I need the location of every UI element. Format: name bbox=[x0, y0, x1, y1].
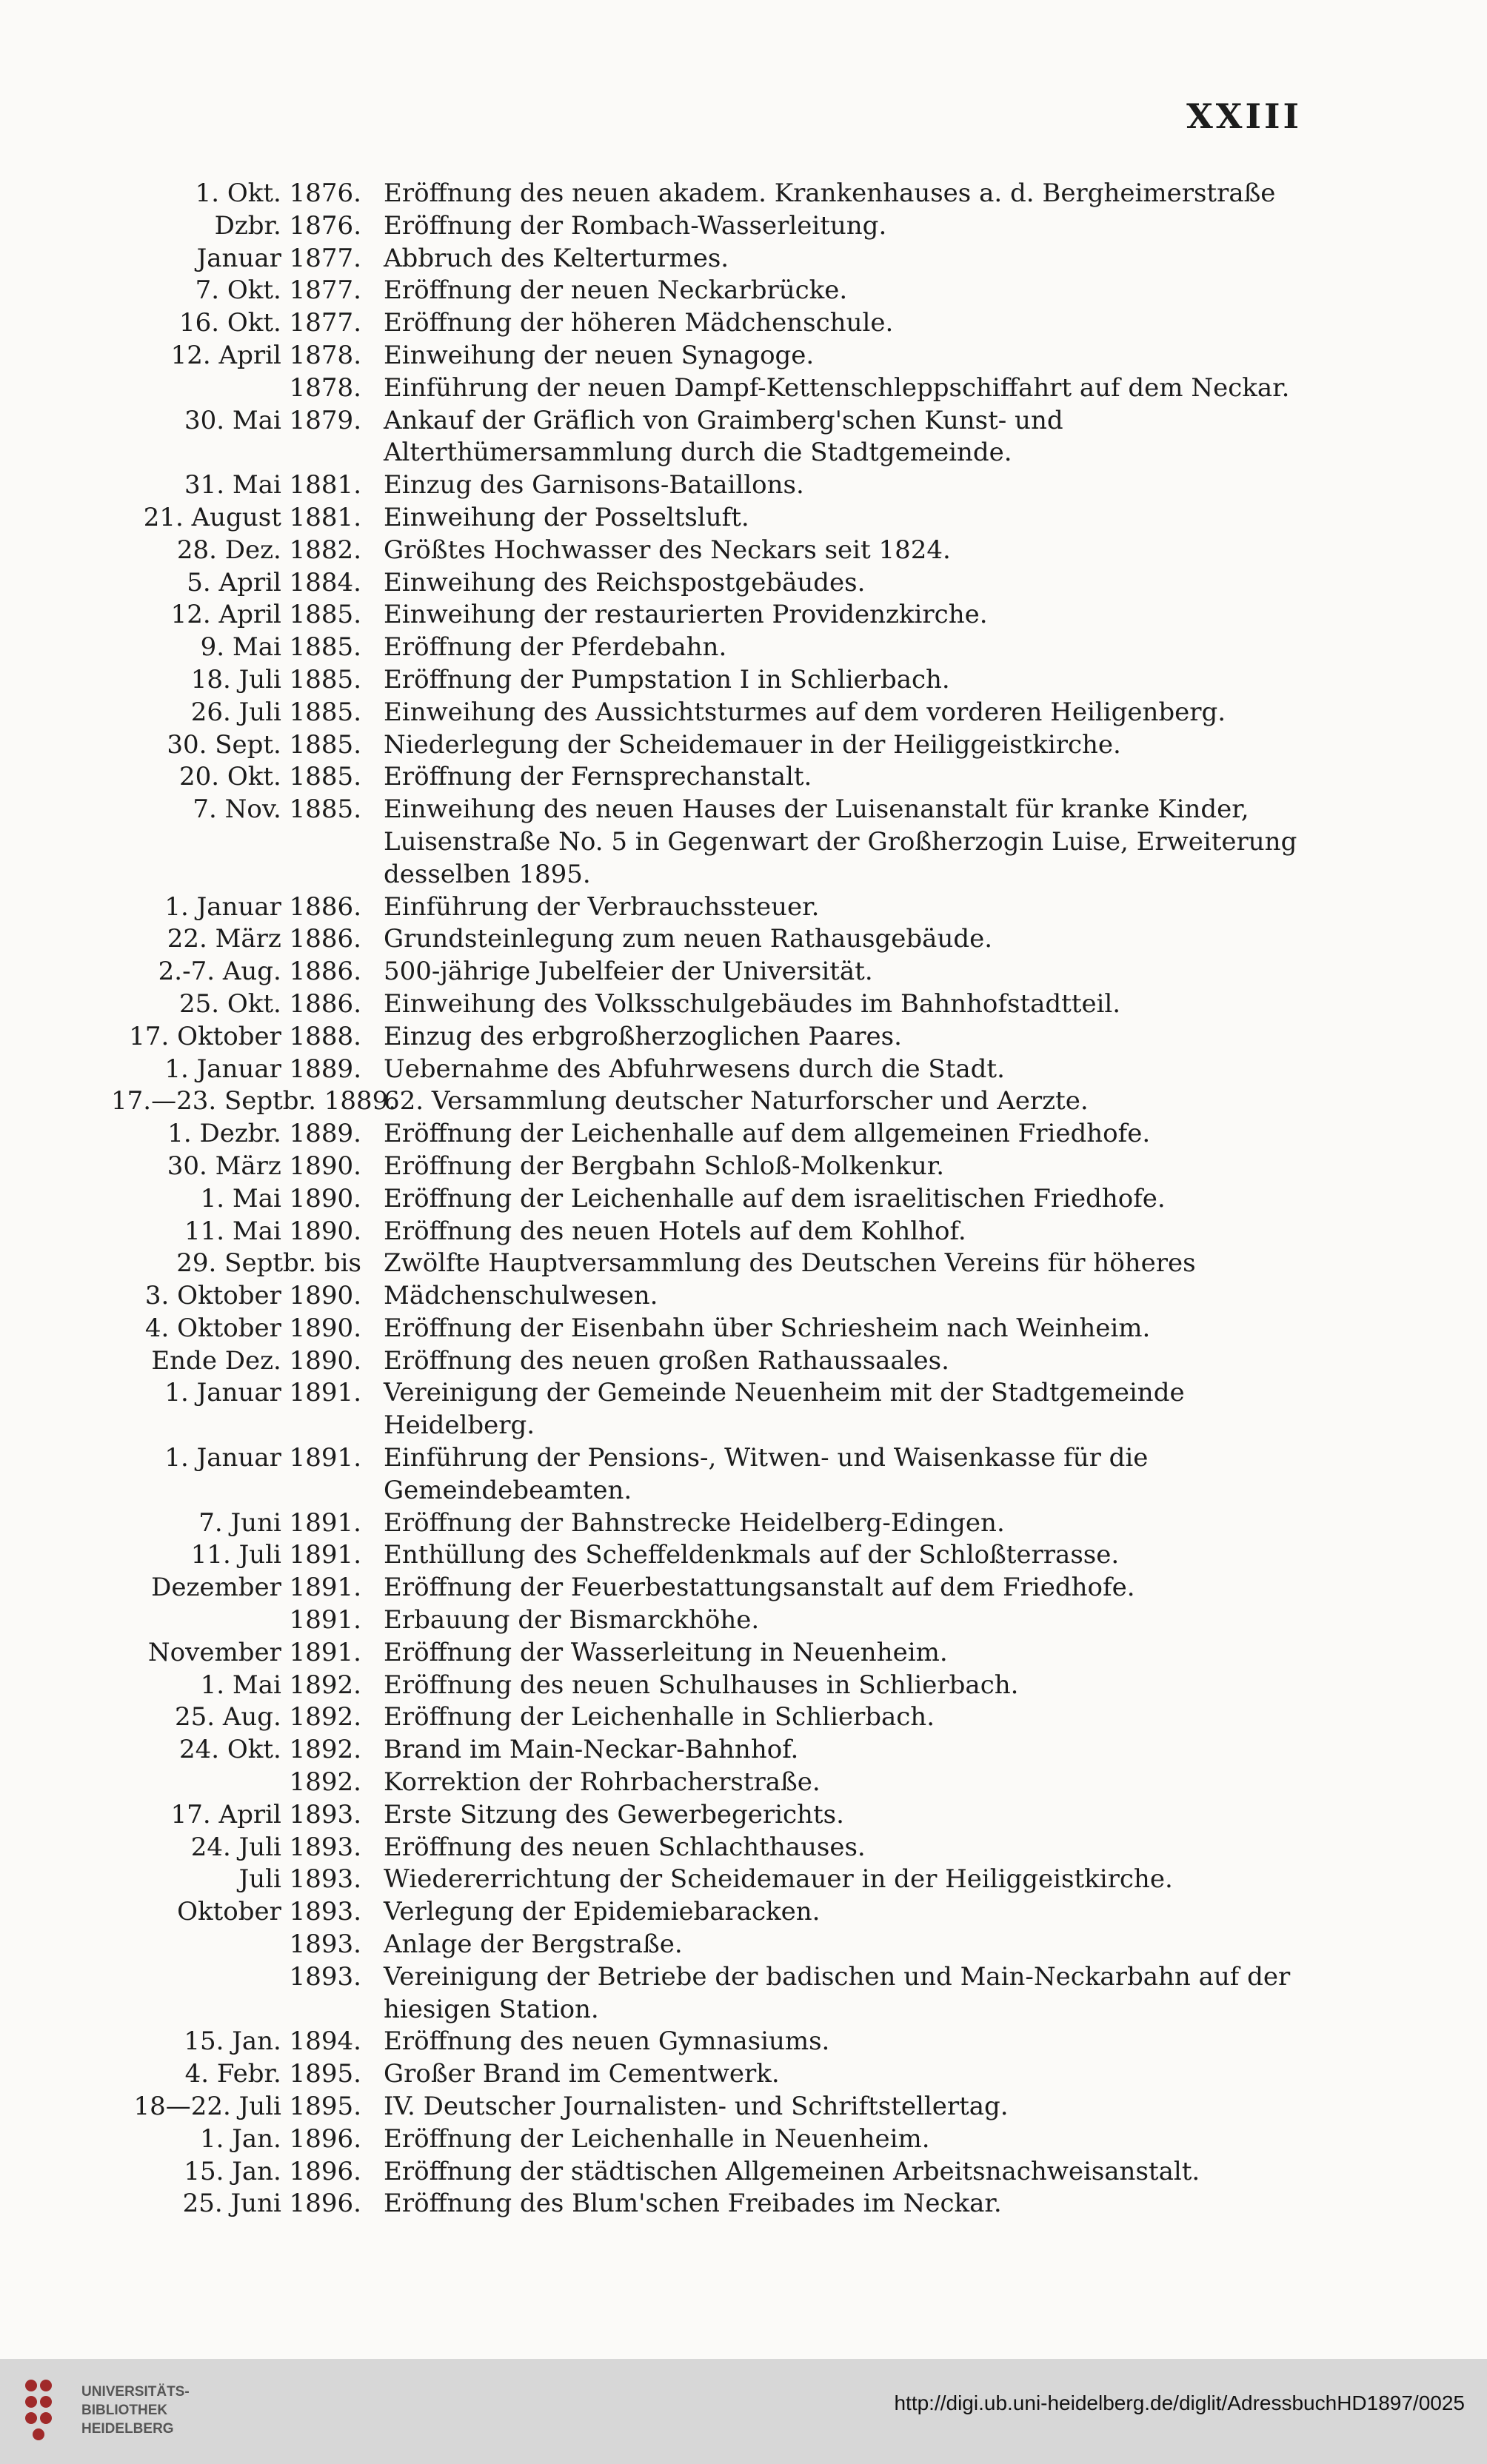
chronicle-entry bbox=[111, 567, 1318, 600]
entry-date: 17. Oktober 1888. bbox=[129, 1021, 361, 1051]
entry-event: Eröffnung der Leichenhalle auf dem allgemeinen Friedhofe. bbox=[384, 1119, 1151, 1149]
entry-date: 22. März 1886. bbox=[167, 924, 361, 954]
entry-event: Erste Sitzung des Gewerbegerichts. bbox=[384, 1799, 844, 1829]
chronicle-entry bbox=[111, 1929, 1318, 1961]
chronicle-entry bbox=[111, 1539, 1318, 1572]
entry-event: Eröffnung der städtischen Allgemeinen Arbeitsnachweisanstalt. bbox=[384, 2156, 1200, 2186]
chronicle-entry bbox=[111, 1961, 1318, 2026]
chronicle-entry bbox=[111, 2058, 1318, 2091]
entry-date: 9. Mai 1885. bbox=[200, 632, 361, 663]
chronicle-entry bbox=[111, 1701, 1318, 1734]
entry-date: 17. April 1893. bbox=[170, 1799, 361, 1829]
chronicle-entry bbox=[111, 891, 1318, 924]
entry-date: 17.—23. Septbr. 1889. bbox=[111, 1086, 397, 1116]
entry-event: Einführung der Pensions-, Witwen- und Waisenkasse für die Gemeindebeamten. bbox=[384, 1443, 1149, 1505]
chronicle-entry bbox=[111, 1118, 1318, 1151]
entry-date: 28. Dez. 1882. bbox=[176, 535, 361, 565]
entry-date: 15. Jan. 1896. bbox=[184, 2156, 361, 2186]
chronicle-entry bbox=[111, 1832, 1318, 1864]
chronicle-entry bbox=[111, 2123, 1318, 2156]
entry-event: Uebernahme des Abfuhrwesens durch die Stadt. bbox=[384, 1054, 1005, 1084]
entry-event: Eröffnung der Leichenhalle in Neuenheim. bbox=[384, 2123, 930, 2154]
chronicle-entry bbox=[111, 729, 1318, 762]
chronicle-entry bbox=[111, 1864, 1318, 1896]
entry-event: Einweihung des Volksschulgebäudes im Bahnhofstadtteil. bbox=[384, 988, 1121, 1019]
chronicle-entry bbox=[111, 469, 1318, 502]
entry-date: Januar 1877. bbox=[196, 243, 361, 273]
entry-date: 21. August 1881. bbox=[143, 502, 361, 532]
entry-event: Eröffnung der Wasserleitung in Neuenheim. bbox=[384, 1637, 948, 1667]
entry-date: 12. April 1878. bbox=[170, 340, 361, 370]
entry-date: 24. Okt. 1892. bbox=[179, 1735, 361, 1765]
chronicle-entry bbox=[111, 1572, 1318, 1604]
entry-event: Enthüllung des Scheffeldenkmals auf der Schloßterrasse. bbox=[384, 1540, 1120, 1570]
chronicle-entry bbox=[111, 761, 1318, 794]
entry-event: Eröffnung des neuen Schlachthauses. bbox=[384, 1832, 866, 1862]
entry-date: 11. Juli 1891. bbox=[190, 1540, 361, 1570]
entry-date: 1. Januar 1891. bbox=[164, 1378, 361, 1408]
chronicle-entry bbox=[111, 1151, 1318, 1183]
entry-event: Eröffnung des neuen Gymnasiums. bbox=[384, 2026, 830, 2057]
chronicle-entry bbox=[111, 697, 1318, 729]
entry-date: Dezember 1891. bbox=[151, 1573, 361, 1603]
entry-event: Wiedererrichtung der Scheidemauer in der Heiliggeistkirche. bbox=[384, 1864, 1173, 1895]
entry-event: Eröffnung des Blum'schen Freibades im Neckar. bbox=[384, 2189, 1002, 2219]
entry-date: November 1891. bbox=[147, 1637, 361, 1667]
chronicle-entry bbox=[111, 1896, 1318, 1929]
entry-event: Eröffnung der Leichenhalle in Schlierbach. bbox=[384, 1702, 935, 1732]
chronicle-entry bbox=[111, 1637, 1318, 1670]
entry-event: Zwölfte Hauptversammlung des Deutschen Vereins für höheres Mädchenschulwesen. bbox=[384, 1248, 1196, 1311]
entry-date: 1893. bbox=[289, 1961, 361, 1992]
entry-date: 25. Juni 1896. bbox=[182, 2189, 361, 2219]
source-url[interactable]: http://digi.ub.uni-heidelberg.de/diglit/AdressbuchHD1897/0025 bbox=[894, 2391, 1465, 2414]
entry-event: Großer Brand im Cementwerk. bbox=[384, 2059, 780, 2089]
entry-date: 20. Okt. 1885. bbox=[179, 762, 361, 792]
chronicle-list bbox=[111, 178, 1318, 2220]
chronicle-entry bbox=[111, 1183, 1318, 1216]
entry-event: Eröffnung der Bahnstrecke Heidelberg-Edingen. bbox=[384, 1507, 1005, 1538]
entry-date: 16. Okt. 1877. bbox=[179, 308, 361, 338]
entry-event: Vereinigung der Gemeinde Neuenheim mit der Stadtgemeinde Heidelberg. bbox=[384, 1378, 1185, 1441]
entry-event: Einweihung des Aussichtsturmes auf dem vorderen Heiligenberg. bbox=[384, 697, 1226, 727]
entry-date: 1. Januar 1889. bbox=[164, 1054, 361, 1084]
chronicle-entry bbox=[111, 1604, 1318, 1637]
chronicle-entry bbox=[111, 178, 1318, 210]
entry-event: Erbauung der Bismarckhöhe. bbox=[384, 1605, 760, 1636]
entry-event: Eröffnung der Leichenhalle auf dem israelitischen Friedhofe. bbox=[384, 1183, 1166, 1213]
entry-date: 7. Nov. 1885. bbox=[193, 794, 361, 825]
entry-event: Vereinigung der Betriebe der badischen und Main-Neckarbahn auf der hiesigen Station. bbox=[384, 1961, 1291, 2024]
library-name-line: BIBLIOTHEK bbox=[81, 2403, 168, 2418]
entry-event: Verlegung der Epidemiebaracken. bbox=[384, 1897, 821, 1927]
entry-date: 30. März 1890. bbox=[167, 1151, 361, 1181]
chronicle-entry bbox=[111, 1313, 1318, 1345]
entry-event: Größtes Hochwasser des Neckars seit 1824. bbox=[384, 535, 951, 565]
entry-event: Einweihung der neuen Synagoge. bbox=[384, 340, 815, 370]
library-name-line: UNIVERSITÄTS- bbox=[81, 2384, 190, 2400]
entry-event: Eröffnung der neuen Neckarbrücke. bbox=[384, 275, 848, 306]
entry-date: 4. Febr. 1895. bbox=[184, 2059, 361, 2089]
entry-event: Eröffnung der Pumpstation I in Schlierbach. bbox=[384, 664, 950, 694]
entry-event: Eröffnung der Bergbahn Schloß-Molkenkur. bbox=[384, 1151, 945, 1181]
entry-date: 2.-7. Aug. 1886. bbox=[158, 957, 361, 987]
chronicle-entry bbox=[111, 664, 1318, 697]
entry-date: Juli 1893. bbox=[238, 1864, 361, 1895]
chronicle-entry bbox=[111, 275, 1318, 307]
entry-date: 15. Jan. 1894. bbox=[184, 2026, 361, 2057]
entry-date: 7. Juni 1891. bbox=[198, 1507, 361, 1538]
entry-date: 1. Mai 1890. bbox=[200, 1183, 361, 1213]
chronicle-entry bbox=[111, 1021, 1318, 1054]
entry-event: Ankauf der Gräflich von Graimberg'schen Kunst- und Alterthümersammlung durch die Stadtgemeinde. bbox=[384, 405, 1063, 468]
chronicle-entry bbox=[111, 405, 1318, 470]
entry-date: 7. Okt. 1877. bbox=[195, 275, 361, 306]
chronicle-entry bbox=[111, 1442, 1318, 1507]
chronicle-entry bbox=[111, 599, 1318, 632]
chronicle-entry bbox=[111, 794, 1318, 891]
entry-date: 1892. bbox=[289, 1767, 361, 1798]
entry-date: 1. Januar 1886. bbox=[164, 891, 361, 922]
chronicle-entry bbox=[111, 2156, 1318, 2189]
entry-event: Eröffnung des neuen akadem. Krankenhauses a. d. Bergheimerstraße bbox=[384, 178, 1276, 208]
chronicle-entry bbox=[111, 632, 1318, 664]
university-library-logo bbox=[21, 2377, 67, 2442]
entry-event: Eröffnung der höheren Mädchenschule. bbox=[384, 308, 894, 338]
chronicle-entry bbox=[111, 243, 1318, 275]
entry-event: Einzug des Garnisons-Bataillons. bbox=[384, 470, 804, 500]
chronicle-entry bbox=[111, 988, 1318, 1021]
chronicle-entry bbox=[111, 1767, 1318, 1799]
chronicle-entry bbox=[111, 1085, 1318, 1118]
entry-date: 18—22. Juli 1895. bbox=[133, 2092, 361, 2122]
entry-date: 12. April 1885. bbox=[170, 600, 361, 630]
chronicle-entry bbox=[111, 1670, 1318, 1702]
entry-event: 500-jährige Jubelfeier der Universität. bbox=[384, 957, 873, 987]
chronicle-entry bbox=[111, 923, 1318, 956]
chronicle-entry bbox=[111, 307, 1318, 340]
chronicle-entry bbox=[111, 2188, 1318, 2220]
entry-event: Eröffnung der Fernsprechanstalt. bbox=[384, 762, 812, 792]
entry-date: 1. Mai 1892. bbox=[200, 1670, 361, 1700]
entry-date: Dzbr. 1876. bbox=[214, 210, 361, 241]
entry-event: Einführung der neuen Dampf-Kettenschleppschiffahrt auf dem Neckar. bbox=[384, 372, 1290, 403]
chronicle-entry bbox=[111, 1507, 1318, 1540]
chronicle-entry bbox=[111, 1054, 1318, 1086]
entry-event: Abbruch des Kelterturmes. bbox=[384, 243, 729, 273]
entry-date: 1893. bbox=[289, 1929, 361, 1960]
entry-event: IV. Deutscher Journalisten- und Schriftstellertag. bbox=[384, 2092, 1009, 2122]
chronicle-entry bbox=[111, 1345, 1318, 1378]
viewer-footer bbox=[0, 2359, 1487, 2464]
entry-date: 24. Juli 1893. bbox=[190, 1832, 361, 1862]
chronicle-entry bbox=[111, 535, 1318, 567]
chronicle-entry bbox=[111, 340, 1318, 372]
entry-date: 1878. bbox=[289, 372, 361, 403]
chronicle-entry bbox=[111, 1734, 1318, 1767]
entry-event: Einweihung der Posseltsluft. bbox=[384, 502, 749, 532]
entry-date: 18. Juli 1885. bbox=[190, 664, 361, 694]
entry-date: 25. Aug. 1892. bbox=[174, 1702, 361, 1732]
entry-date: 25. Okt. 1886. bbox=[179, 988, 361, 1019]
chronicle-entry bbox=[111, 956, 1318, 988]
chronicle-entry bbox=[111, 502, 1318, 535]
entry-date: 1. Dezbr. 1889. bbox=[167, 1119, 361, 1149]
entry-date: Oktober 1893. bbox=[177, 1897, 361, 1927]
chronicle-entry bbox=[111, 1248, 1318, 1313]
entry-event: Eröffnung des neuen großen Rathaussaales. bbox=[384, 1345, 949, 1376]
entry-event: Korrektion der Rohrbacherstraße. bbox=[384, 1767, 821, 1798]
entry-event: Brand im Main-Neckar-Bahnhof. bbox=[384, 1735, 799, 1765]
entry-event: 62. Versammlung deutscher Naturforscher und Aerzte. bbox=[384, 1086, 1089, 1116]
entry-event: Eröffnung der Pferdebahn. bbox=[384, 632, 727, 663]
chronicle-entry bbox=[111, 1216, 1318, 1248]
chronicle-entry bbox=[111, 372, 1318, 405]
page-number: XXIII bbox=[1186, 96, 1302, 136]
entry-event: Einweihung der restaurierten Providenzkirche. bbox=[384, 600, 988, 630]
entry-date: Ende Dez. 1890. bbox=[151, 1345, 361, 1376]
entry-date: 5. April 1884. bbox=[187, 567, 361, 597]
entry-event: Eröffnung der Eisenbahn über Schriesheim nach Weinheim. bbox=[384, 1313, 1151, 1343]
chronicle-entry bbox=[111, 1799, 1318, 1832]
chronicle-entry bbox=[111, 2091, 1318, 2123]
entry-event: Einführung der Verbrauchssteuer. bbox=[384, 891, 820, 922]
entry-event: Niederlegung der Scheidemauer in der Heiliggeistkirche. bbox=[384, 729, 1121, 760]
entry-event: Eröffnung des neuen Schulhauses in Schlierbach. bbox=[384, 1670, 1019, 1700]
entry-event: Eröffnung der Feuerbestattungsanstalt auf dem Friedhofe. bbox=[384, 1573, 1135, 1603]
entry-event: Einzug des erbgroßherzoglichen Paares. bbox=[384, 1021, 902, 1051]
entry-date: 11. Mai 1890. bbox=[184, 1216, 361, 1246]
entry-date: 30. Sept. 1885. bbox=[167, 729, 361, 760]
entry-date: 1891. bbox=[289, 1605, 361, 1636]
entry-date: 1. Okt. 1876. bbox=[195, 178, 361, 208]
chronicle-entry bbox=[111, 1377, 1318, 1442]
entry-event: Einweihung des Reichspostgebäudes. bbox=[384, 567, 866, 597]
entry-date: 1. Jan. 1896. bbox=[200, 2123, 361, 2154]
library-name-line: HEIDELBERG bbox=[81, 2421, 174, 2437]
entry-event: Eröffnung der Rombach-Wasserleitung. bbox=[384, 210, 887, 241]
entry-event: Grundsteinlegung zum neuen Rathausgebäude. bbox=[384, 924, 993, 954]
entry-date: 26. Juli 1885. bbox=[190, 697, 361, 727]
entry-date: 31. Mai 1881. bbox=[184, 470, 361, 500]
entry-date: 29. Septbr. bis 3. Oktober 1890. bbox=[144, 1248, 361, 1311]
entry-date: 4. Oktober 1890. bbox=[144, 1313, 361, 1343]
entry-date: 30. Mai 1879. bbox=[184, 405, 361, 435]
entry-event: Einweihung des neuen Hauses der Luisenanstalt für kranke Kinder, Luisenstraße No. 5 in Gegenwart der Großherzogin Luise, Erweiterung desselben 1895. bbox=[384, 794, 1297, 889]
chronicle-entry bbox=[111, 210, 1318, 243]
library-name bbox=[81, 2383, 190, 2438]
entry-date: 1. Januar 1891. bbox=[164, 1443, 361, 1473]
entry-event: Anlage der Bergstraße. bbox=[384, 1929, 683, 1960]
entry-event: Eröffnung des neuen Hotels auf dem Kohlhof. bbox=[384, 1216, 966, 1246]
chronicle-entry bbox=[111, 2026, 1318, 2058]
